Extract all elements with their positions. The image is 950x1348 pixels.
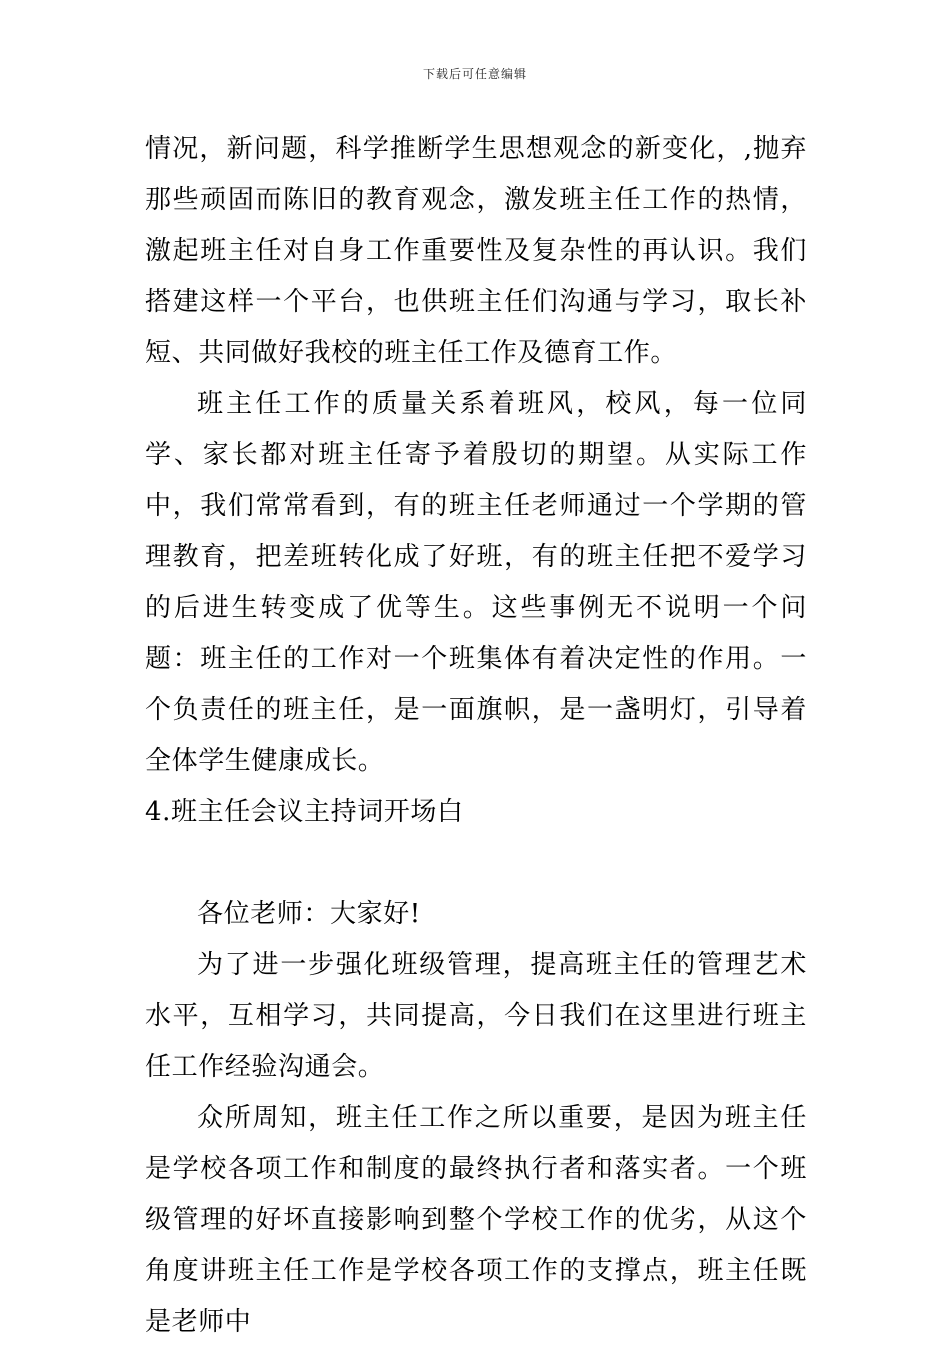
section-heading: 4.班主任会议主持词开场白 xyxy=(145,797,464,827)
paragraph-purpose: 为了进一步强化班级管理，提高班主任的管理艺术水平，互相学习，共同提高，今日我们在这里进行班主任工作经验沟通会。 xyxy=(145,950,807,1082)
paragraph-quality-of-work: 班主任工作的质量关系着班风，校风，每一位同学、家长都对班主任寄予着殷切的期望。从实际工作中，我们常常看到，有的班主任老师通过一个学期的管理教育，把差班转化成了好班，有的班主任把不爱学习的后进生转变成了优等生。这些事例无不说明一个问题：班主任的工作对一个班集体有着决定性的作用。一个负责任的班主任，是一面旗帜，是一盏明灯，引导着全体学生健康成长。 xyxy=(145,389,807,776)
document-body xyxy=(145,124,807,1348)
greeting-line: 各位老师：大家好! xyxy=(197,899,421,929)
paragraph-continued: 情况，新问题，科学推断学生思想观念的新变化，,抛弃那些顽固而陈旧的教育观念，激发班主任工作的热情，激起班主任对自身工作重要性及复杂性的再认识。我们搭建这样一个平台，也供班主任们沟通与学习，取长补短、共同做好我校的班主任工作及德育工作。 xyxy=(145,134,807,368)
page-header-note: 下载后可任意编辑 xyxy=(422,67,527,81)
paragraph-importance: 众所周知，班主任工作之所以重要，是因为班主任是学校各项工作和制度的最终执行者和落实者。一个班级管理的好坏直接影响到整个学校工作的优劣，从这个角度讲班主任工作是学校各项工作的支撑点，班主任既是老师中 xyxy=(145,1103,807,1337)
